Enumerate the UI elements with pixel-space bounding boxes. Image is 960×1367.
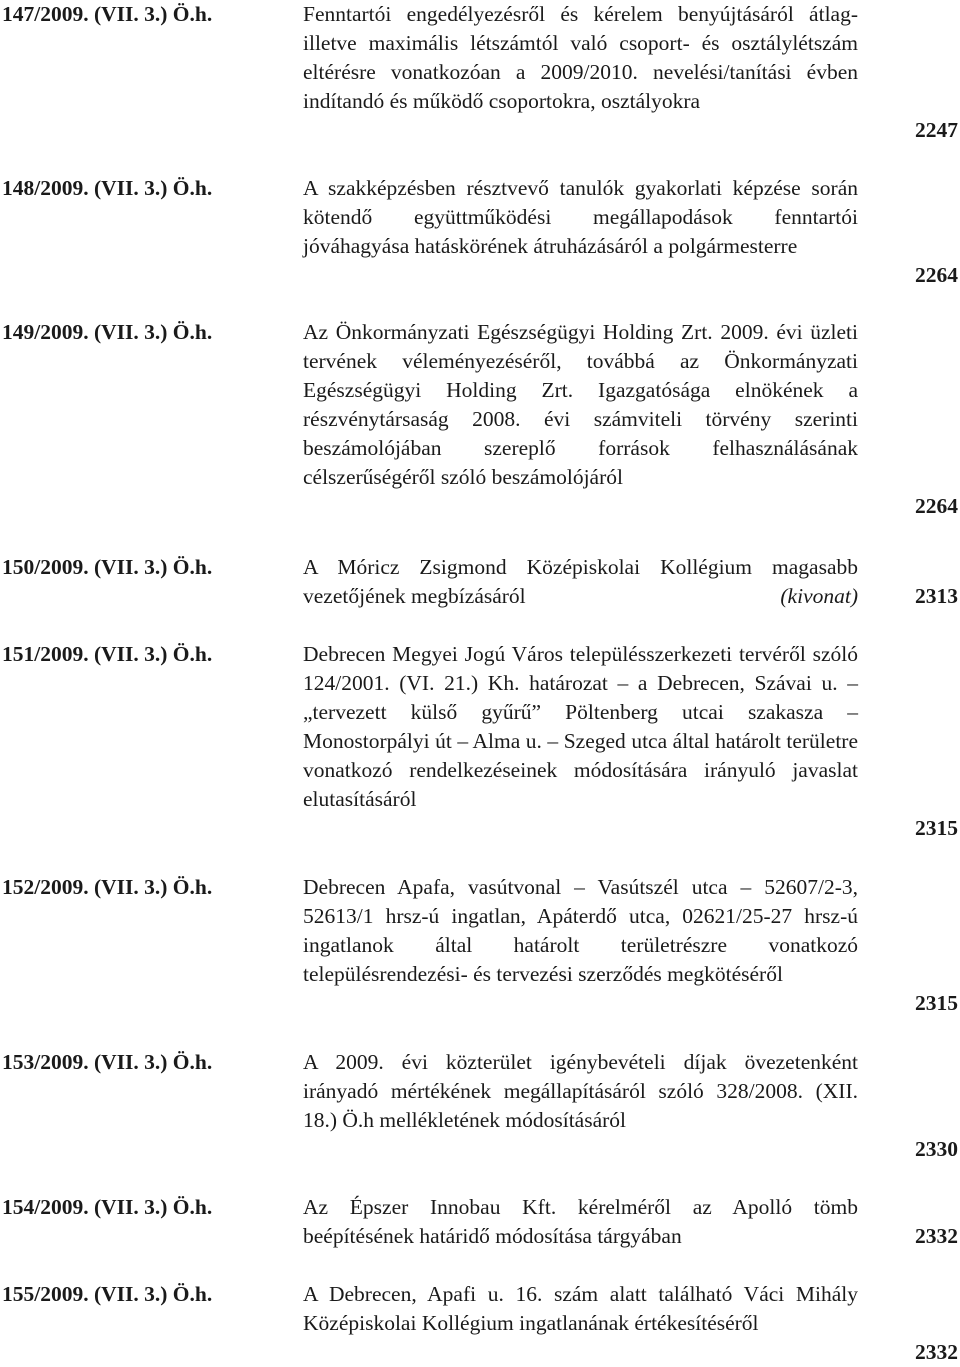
page-number: 2332 [915, 1224, 958, 1248]
resolution-title: Debrecen Megyei Jogú Város településszerkezeti tervéről szóló 124/2001. (VI. 21.) Kh. határozat – a Debrecen, Szávai u. – „tervezett külső gyűrű” Pöltenberg utcai szakasza – Monostorpályi út – Alma u. – Szeged utca által határolt területre vonatkozó rendelkezéseinek módosítására irányuló javaslat elutasításáról [303, 642, 858, 811]
resolution-number: 153/2009. (VII. 3.) Ö.h. [2, 1050, 213, 1074]
resolution-title: Fenntartói engedélyezésről és kérelem benyújtásáról átlag- illetve maximális létszámtól való csoport- és osztálylétszám eltérésre vonatkozóan a 2009/2010. nevelési/tanítási évben indítandó és működő csoportokra, osztályokra [303, 2, 858, 113]
resolution-number: 150/2009. (VII. 3.) Ö.h. [2, 555, 213, 579]
page-number: 2313 [915, 584, 958, 608]
resolution-title: A szakképzésben résztvevő tanulók gyakorlati képzése során kötendő együttműködési megállapodások fenntartói jóváhagyása hatáskörének átruházásáról a polgármesterre [303, 176, 858, 258]
resolution-title: Az Önkormányzati Egészségügyi Holding Zrt. 2009. évi üzleti tervének véleményezéséről, továbbá az Önkormányzati Egészségügyi Holding Zrt. Igazgatósága elnökének a részvénytársaság 2008. évi számviteli törvény szerinti beszámolójában szereplő források felhasználásának célszerűségéről szóló beszámolójáról [303, 320, 858, 489]
resolution-number: 151/2009. (VII. 3.) Ö.h. [2, 642, 213, 666]
page-number: 2264 [915, 494, 958, 518]
resolution-number: 148/2009. (VII. 3.) Ö.h. [2, 176, 213, 200]
resolution-number: 155/2009. (VII. 3.) Ö.h. [2, 1282, 213, 1306]
resolution-title: Az Épszer Innobau Kft. kérelméről az Apolló tömb beépítésének határidő módosítása tárgyában [303, 1195, 858, 1248]
page-number: 2332 [915, 1340, 958, 1364]
page-number: 2264 [915, 263, 958, 287]
page-number: 2247 [915, 118, 958, 142]
resolution-number: 149/2009. (VII. 3.) Ö.h. [2, 320, 213, 344]
page-number: 2315 [915, 991, 958, 1015]
resolution-note: (kivonat) [780, 584, 858, 608]
resolution-title-text: A Móricz Zsigmond Középiskolai Kollégium magasabb vezetőjének megbízásáról [303, 555, 858, 608]
page-number: 2330 [915, 1137, 958, 1161]
resolution-title [303, 553, 858, 611]
resolution-title: Debrecen Apafa, vasútvonal – Vasútszél utca – 52607/2-3, 52613/1 hrsz-ú ingatlan, Apáterdő utca, 02621/25-27 hrsz-ú ingatlanok által határolt területrészre vonatkozó településrendezési- és tervezési szerződés megkötéséről [303, 875, 858, 986]
resolution-title: A Debrecen, Apafi u. 16. szám alatt található Váci Mihály Középiskolai Kollégium ingatlanának értékesítéséről [303, 1282, 858, 1335]
resolution-number: 147/2009. (VII. 3.) Ö.h. [2, 2, 213, 26]
resolution-number: 154/2009. (VII. 3.) Ö.h. [2, 1195, 213, 1219]
page-number: 2315 [915, 816, 958, 840]
resolution-title: A 2009. évi közterület igénybevételi díjak övezetenként irányadó mértékének megállapításáról szóló 328/2008. (XII. 18.) Ö.h mellékletének módosításáról [303, 1050, 858, 1132]
resolution-number: 152/2009. (VII. 3.) Ö.h. [2, 875, 213, 899]
